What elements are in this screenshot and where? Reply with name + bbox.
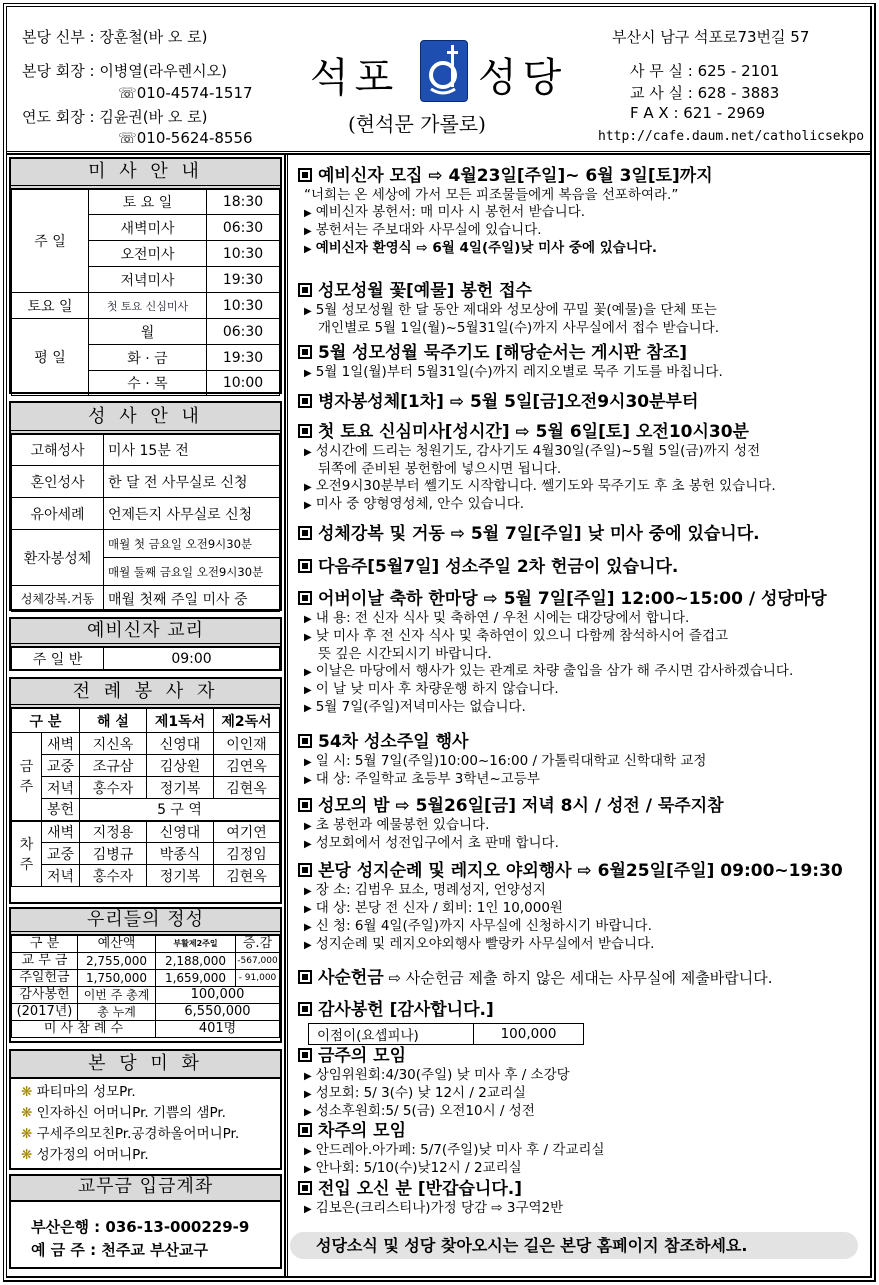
gift-table [308, 1023, 584, 1045]
reader1: 신영대 [147, 733, 214, 755]
notice-title-text: 본당 성지순례 및 레지오 야외행사 ⇨ 6월25일[주일] 09:00~19:30 [318, 861, 843, 881]
notice-text: 이날은 마당에서 행사가 있는 관계로 차량 출입을 삼가 해 주시면 감사하겠습니다. [315, 663, 794, 679]
square-bullet-icon [298, 1181, 312, 1195]
col-header: 해 설 [80, 709, 147, 733]
triangle-bullet-icon: ▶ [304, 904, 312, 915]
commentator: 지신옥 [80, 733, 147, 755]
mass-name: 수 · 목 [89, 371, 207, 396]
notice-line [298, 1085, 870, 1103]
notice-line [298, 936, 870, 954]
mass-name: 오전미사 [89, 241, 207, 267]
notice-section [298, 392, 870, 413]
square-bullet-icon [298, 798, 312, 812]
mass-name: 화 · 금 [89, 345, 207, 371]
notice-title-text: 전입 오신 분 [반갑습니다.] [318, 1179, 522, 1199]
reader2: 김정임 [214, 843, 280, 865]
notice-line [298, 1200, 870, 1218]
square-bullet-icon [298, 970, 312, 984]
col-header: 증.감 [236, 936, 280, 953]
commentator: 홍수자 [80, 865, 147, 887]
church-title-left: 석포 [310, 55, 400, 101]
actual: 1,659,000 [156, 970, 236, 987]
notice-text: 뜻 깊은 시간되시기 바랍니다. [318, 646, 492, 662]
notice-text: 장 소: 김범우 묘소, 명례성지, 언양성지 [315, 882, 546, 898]
finance-box [9, 907, 282, 1043]
notice-section [298, 589, 870, 717]
triangle-bullet-icon: ▶ [304, 500, 312, 511]
notice-title-suffix: ⇨ 사순헌금 제출 하지 않은 세대는 사무실에 제출바랍니다. [383, 969, 773, 987]
notice-line [298, 1160, 870, 1178]
notice-line [298, 1142, 870, 1160]
sacrament-info: 미사 15분 전 [104, 435, 280, 466]
notice-section [298, 524, 870, 545]
triangle-bullet-icon: ▶ [304, 614, 312, 625]
catechumen-table [11, 647, 280, 670]
homepage-link[interactable]: http://cafe.daum.net/catholicsekpo [598, 129, 865, 144]
flowers-list [11, 1079, 280, 1166]
liturgy-box [9, 677, 282, 904]
col-header: 예산액 [78, 936, 156, 953]
notice-title [298, 589, 870, 610]
actual: 2,188,000 [156, 953, 236, 970]
notice-text: 김보은(크리스티나)가정 당감 ⇨ 3구역2반 [315, 1200, 564, 1216]
mass-time: 18:30 [207, 190, 280, 215]
address: 부산시 남구 석포로73번길 57 [612, 28, 810, 46]
year-president: 연도 회장 : 김윤권(바 오 로) [22, 108, 208, 126]
notice-line [298, 204, 870, 222]
triangle-bullet-icon: ▶ [304, 821, 312, 832]
triangle-bullet-icon: ▶ [304, 1146, 312, 1157]
triangle-bullet-icon: ▶ [304, 632, 312, 643]
notice-title [298, 861, 870, 882]
notice-text: 일 시: 5월 7일(주일)10:00~16:00 / 가톨릭대학교 신학대학 교정 [315, 753, 707, 769]
notice-text: 내 용: 전 신자 식사 및 축하연 / 우천 시에는 대강당에서 합니다. [315, 610, 690, 626]
triangle-bullet-icon: ▶ [304, 1204, 312, 1215]
col-header: 제1독서 [147, 709, 214, 733]
pastor: 본당 신부 : 장훈철(바 오 로) [22, 28, 208, 46]
mass-time: 19:30 [207, 345, 280, 371]
liturgy-table [11, 708, 280, 887]
reader2: 김현옥 [214, 777, 280, 799]
reader1: 정기복 [147, 865, 214, 887]
president: 본당 회장 : 이병열(라우렌시오) [22, 62, 227, 80]
notice-text: 대 상: 본당 전 신자 / 회비: 1인 10,000원 [315, 900, 563, 916]
notice-line [298, 663, 870, 681]
mass-time: 10:30 [207, 241, 280, 267]
flowers-title: 본 당 미 화 [11, 1051, 280, 1079]
triangle-bullet-icon: ▶ [304, 940, 312, 951]
notice-section [298, 1046, 870, 1121]
notice-text: 성지순례 및 레지오야외행사 빨랑카 사무실에서 받습니다. [315, 936, 655, 952]
flower-item: ❋ 성가정의 어머니Pr. [21, 1147, 149, 1163]
mass-name: 저녁미사 [89, 267, 207, 293]
catechumen-box [9, 617, 282, 671]
triangle-bullet-icon: ▶ [304, 1071, 312, 1082]
col-header: 제2독서 [214, 709, 280, 733]
notice-text: 5월 성모성월 한 달 동안 제대와 성모상에 꾸밀 꽃(예물)을 단체 또는 [315, 302, 717, 318]
notice-text: 이 날 낮 미사 후 차량운행 하지 않습니다. [315, 681, 559, 697]
notice-section [298, 343, 870, 382]
notice-section [298, 1179, 870, 1218]
square-bullet-icon [298, 526, 312, 540]
mass-slot: 교중 [42, 755, 80, 777]
square-bullet-icon [298, 283, 312, 297]
notice-title-text: 5월 성모성월 묵주기도 [해당순서는 게시판 참조] [318, 343, 687, 363]
mass-name: 새벽미사 [89, 215, 207, 241]
notice-text: 성소후원회:5/ 5(금) 오전10시 / 성전 [315, 1103, 535, 1119]
notice-title [298, 968, 870, 989]
square-bullet-icon [298, 1048, 312, 1062]
col-header: 부활제2주일 [156, 936, 236, 953]
notice-text: 상임위원회:4/30(주일) 낮 미사 후 / 소강당 [315, 1067, 570, 1083]
header [8, 8, 870, 150]
sick-communion-1: 매월 첫 금요일 오전9시30분 [104, 530, 280, 558]
weekday-label: 평 일 [12, 319, 89, 396]
notice-line [298, 681, 870, 699]
notice-section [298, 968, 870, 989]
notice-section [298, 732, 870, 789]
notice-line [298, 1067, 870, 1085]
notice-line [298, 835, 870, 853]
notice-text: 신 청: 6월 4일(주일)까지 사무실에 신청하시기 바랍니다. [315, 918, 652, 934]
triangle-bullet-icon: ▶ [304, 226, 312, 237]
mass-name: 토 요 일 [89, 190, 207, 215]
week-total-label: 이번 주 총계 [78, 987, 156, 1004]
notice-title-text: 첫 토요 신심미사[성시간] ⇨ 5월 6일[토] 오전10시30분 [318, 422, 749, 442]
mass-time: 10:30 [207, 293, 280, 319]
notice-text: “너희는 온 세상에 가서 모든 피조물들에게 복음을 선포하여라.” [304, 187, 679, 203]
commentator: 홍수자 [80, 777, 147, 799]
notice-text: 안드레아.아가페: 5/7(주일)낮 미사 후 / 각교리실 [315, 1142, 605, 1158]
triangle-bullet-icon: ▶ [304, 208, 312, 219]
notice-title-text: 54차 성소주일 행사 [318, 732, 469, 752]
saturday-label: 토요 일 [12, 293, 89, 319]
mass-slot: 저녁 [42, 777, 80, 799]
mass-time: 06:30 [207, 215, 280, 241]
church-subtitle: (현석문 가롤로) [348, 112, 486, 136]
flower-item: ❋ 구세주의모친Pr.공경하올어머니Pr. [21, 1126, 240, 1142]
square-bullet-icon [298, 1123, 312, 1137]
year-president-phone: ☏010-5624-8556 [118, 129, 253, 147]
notice-title [298, 166, 870, 187]
account-box [9, 1174, 282, 1269]
flower-bullet-icon: ❋ [21, 1147, 37, 1163]
notice-title-text: 성모성월 꽃[예물] 봉헌 접수 [318, 281, 532, 301]
flower-bullet-icon: ❋ [21, 1084, 37, 1100]
mass-slot: 새벽 [42, 821, 80, 843]
mass-slot: 교중 [42, 843, 80, 865]
church-logo [420, 40, 468, 102]
sacrament-box [9, 401, 282, 611]
notice-title-text: 성모의 밤 ⇨ 5월26일[금] 저녁 8시 / 성전 / 묵주지참 [318, 796, 724, 816]
finance-label: 주일헌금 [12, 970, 78, 987]
notice-text: 성시간에 드리는 청원기도, 감사기도 4월30일(주일)~5월 5일(금)까지 성전 [315, 443, 761, 459]
triangle-bullet-icon: ▶ [304, 368, 312, 379]
notice-text: 봉헌서는 주보대와 사무실에 있습니다. [315, 222, 542, 238]
sick-communion-label: 환자봉성체 [12, 530, 104, 586]
notice-text: 5월 7일(주일)저녁미사는 없습니다. [315, 699, 526, 715]
notice-title [298, 1000, 870, 1021]
sacrament-info: 한 달 전 사무실로 신청 [104, 466, 280, 498]
notice-line [298, 478, 870, 496]
triangle-bullet-icon: ▶ [304, 685, 312, 696]
notice-title-text: 사순헌금 [318, 968, 384, 988]
notice-text: 안나회: 5/10(수)낮12시 / 2교리실 [315, 1160, 522, 1176]
sacrament-title: 성 사 안 내 [11, 403, 280, 434]
notice-text: 개인별로 5월 1일(월)~5월31일(수)까지 사무실에서 접수 받습니다. [318, 320, 720, 336]
notice-title-text: 예비신자 모집 ⇨ 4월23일[주일]~ 6월 3일[토]까지 [318, 166, 713, 186]
notice-section [298, 281, 870, 337]
liturgy-title: 전 례 봉 사 자 [11, 679, 280, 708]
catechumen-title: 예비신자 교리 [11, 619, 280, 647]
offering-district: 5 구 역 [80, 799, 280, 821]
cum-label: 총 누계 [78, 1004, 156, 1021]
mass-slot: 봉헌 [42, 799, 80, 821]
notice-title-text: 차주의 모임 [318, 1121, 407, 1141]
flower-bullet-icon: ❋ [21, 1126, 37, 1142]
finance-label: 교 무 금 [12, 953, 78, 970]
notice-title-text: 금주의 모임 [318, 1046, 407, 1066]
mass-time: 06:30 [207, 319, 280, 345]
account-title: 교무금 입금계좌 [11, 1176, 280, 1202]
notice-title [298, 1046, 870, 1067]
notice-line [298, 496, 870, 514]
sacrament-info: 언제든지 사무실로 신청 [104, 498, 280, 530]
reader1: 박종식 [147, 843, 214, 865]
this-week-label: 금 주 [12, 733, 42, 821]
col-header: 구 분 [12, 709, 80, 733]
notice-title [298, 422, 870, 443]
flower-item: ❋ 파티마의 성모Pr. [21, 1084, 136, 1100]
commentator: 지정용 [80, 821, 147, 843]
notice-line [298, 918, 870, 936]
notice-line [298, 187, 870, 204]
thanks-label: 감사봉헌 [12, 987, 78, 1004]
notice-text: 성모회: 5/ 3(수) 낮 12시 / 2교리실 [315, 1085, 526, 1101]
triangle-bullet-icon: ▶ [304, 667, 312, 678]
notice-line [298, 753, 870, 771]
notice-line [298, 320, 870, 337]
sacrament-table [11, 434, 280, 612]
mass-slot: 저녁 [42, 865, 80, 887]
notice-text: 5월 1일(월)부터 5월31일(수)까지 레지오별로 묵주 기도를 바칩니다. [315, 364, 723, 380]
notice-text: 예비신자 환영식 ⇨ 6월 4일(주일)낮 미사 중에 있습니다. [315, 240, 657, 256]
church-title-right: 성당 [478, 55, 568, 101]
mass-slot: 새벽 [42, 733, 80, 755]
reader2: 김연옥 [214, 755, 280, 777]
notice-title [298, 524, 870, 545]
square-bullet-icon [298, 559, 312, 573]
account-holder: 예 금 주 : 천주교 부산교구 [31, 1241, 209, 1259]
sacrament-name: 고해성사 [12, 435, 104, 466]
finance-table [11, 935, 280, 1038]
budget: 2,755,000 [78, 953, 156, 970]
notice-line [298, 222, 870, 240]
notice-line [298, 1103, 870, 1121]
mass-name: 월 [89, 319, 207, 345]
notice-line [298, 628, 870, 646]
notice-title [298, 1179, 870, 1200]
square-bullet-icon [298, 863, 312, 877]
notice-section [298, 861, 870, 954]
notice-title [298, 281, 870, 302]
notice-section [298, 796, 870, 853]
notice-text: 미사 중 양형영성체, 안수 있습니다. [315, 496, 525, 512]
flower-bullet-icon: ❋ [21, 1105, 37, 1121]
notice-text: 초 봉헌과 예물봉헌 있습니다. [315, 817, 490, 833]
office-phone: 사 무 실 : 625 - 2101 [630, 62, 780, 80]
notice-title-text: 감사봉헌 [감사합니다.] [318, 1000, 494, 1020]
notice-text: 성모회에서 성전입구에서 초 판매 합니다. [315, 835, 559, 851]
notice-line [298, 771, 870, 789]
notice-line [298, 443, 870, 461]
commentator: 김병규 [80, 843, 147, 865]
week-total: 100,000 [156, 987, 280, 1004]
catechumen-label: 주 일 반 [12, 648, 104, 670]
notice-text: 대 상: 주일학교 초등부 3학년~고등부 [315, 771, 540, 787]
triangle-bullet-icon: ▶ [304, 306, 312, 317]
reader2: 김현옥 [214, 865, 280, 887]
amount: 100,000 [474, 1024, 584, 1045]
square-bullet-icon [298, 345, 312, 359]
mass-name: 첫 토요 신심미사 [89, 293, 207, 319]
notice-title-text: 병자봉성체[1차] ⇨ 5월 5일[금]오전9시30분부터 [318, 392, 699, 412]
triangle-bullet-icon: ▶ [304, 703, 312, 714]
triangle-bullet-icon: ▶ [304, 244, 312, 255]
flower-item: ❋ 인자하신 어머니Pr. 기쁨의 샘Pr. [21, 1105, 226, 1121]
notice-line [298, 900, 870, 918]
notice-line [298, 610, 870, 628]
notice-line [298, 461, 870, 478]
difference: -567,000 [236, 953, 280, 970]
commentator: 조규삼 [80, 755, 147, 777]
notice-line [298, 240, 870, 258]
notice-title [298, 392, 870, 413]
square-bullet-icon [298, 734, 312, 748]
triangle-bullet-icon: ▶ [304, 922, 312, 933]
mass-time: 10:00 [207, 371, 280, 396]
square-bullet-icon [298, 424, 312, 438]
reader1: 정기복 [147, 777, 214, 799]
notice-text: 낮 미사 후 전 신자 식사 및 축하연이 있으니 다함께 참석하시어 즐겁고 [315, 628, 729, 644]
finance-title: 우리들의 정성 [11, 909, 280, 935]
next-week-label: 차 주 [12, 821, 42, 887]
sacrament-name: 혼인성사 [12, 466, 104, 498]
reader1: 신영대 [147, 821, 214, 843]
triangle-bullet-icon: ▶ [304, 1089, 312, 1100]
triangle-bullet-icon: ▶ [304, 482, 312, 493]
col-header: 구 분 [12, 936, 78, 953]
notice-section [298, 1121, 870, 1178]
notice-line [298, 699, 870, 717]
flowers-box [9, 1049, 282, 1170]
donor: 이점이(요셉피나) [309, 1024, 474, 1045]
square-bullet-icon [298, 394, 312, 408]
header-divider [6, 151, 872, 155]
adoration-info: 매월 첫째 주일 미사 중 [104, 586, 280, 612]
triangle-bullet-icon: ▶ [304, 839, 312, 850]
triangle-bullet-icon: ▶ [304, 886, 312, 897]
sunday-label: 주 일 [12, 190, 89, 293]
mass-time: 19:30 [207, 267, 280, 293]
budget: 1,750,000 [78, 970, 156, 987]
sick-communion-2: 매월 둘째 금요일 오전9시30분 [104, 558, 280, 586]
fax: F A X : 621 - 2969 [630, 104, 766, 122]
square-bullet-icon [298, 168, 312, 182]
reader2: 이인재 [214, 733, 280, 755]
notice-text: 예비신자 봉헌서: 매 미사 시 봉헌서 받습니다. [315, 204, 586, 220]
triangle-bullet-icon: ▶ [304, 1164, 312, 1175]
notice-title [298, 732, 870, 753]
square-bullet-icon [298, 1002, 312, 1016]
reader1: 김상원 [147, 755, 214, 777]
notice-title-text: 어버이날 축하 한마당 ⇨ 5월 7일[주일] 12:00~15:00 / 성당마당 [318, 589, 827, 609]
sacrament-name: 유아세례 [12, 498, 104, 530]
notice-section [298, 166, 870, 258]
triangle-bullet-icon: ▶ [304, 775, 312, 786]
notice-title-text: 다음주[5월7일] 성소주일 2차 헌금이 있습니다. [318, 557, 679, 577]
triangle-bullet-icon: ▶ [304, 1107, 312, 1118]
notice-section [298, 422, 870, 514]
notice-text: 오전9시30분부터 쎌기도 시작합니다. 쎌기도와 묵주기도 후 초 봉헌 있습니다. [315, 478, 776, 494]
mass-title: 미 사 안 내 [11, 159, 280, 189]
mass-table [11, 189, 280, 396]
notice-line [298, 364, 870, 382]
homepage-banner: 성당소식 및 성당 찾아오시는 길은 본당 홈페이지 참조하세요. [290, 1232, 858, 1259]
notice-title [298, 557, 870, 578]
attendance-label: 미 사 참 례 수 [12, 1021, 156, 1038]
notice-line [298, 646, 870, 663]
difference: - 91,000 [236, 970, 280, 987]
thanks-year: (2017년) [12, 1004, 78, 1021]
column-divider [284, 155, 288, 1278]
adoration-label: 성체강복.거동 [12, 586, 104, 612]
cum-total: 6,550,000 [156, 1004, 280, 1021]
square-bullet-icon [298, 591, 312, 605]
notice-line [298, 882, 870, 900]
attendance: 401명 [156, 1021, 280, 1038]
notice-text: 뒤쪽에 준비된 봉헌함에 넣으시면 됩니다. [318, 461, 562, 477]
bank-account: 부산은행 : 036-13-000229-9 [31, 1218, 250, 1236]
reader2: 여기연 [214, 821, 280, 843]
notice-title-text: 성체강복 및 거동 ⇨ 5월 7일[주일] 낮 미사 중에 있습니다. [318, 524, 760, 544]
catechumen-time: 09:00 [104, 648, 280, 670]
teacher-phone: 교 사 실 : 628 - 3883 [630, 84, 780, 102]
notice-line [298, 302, 870, 320]
notice-section [298, 1000, 870, 1047]
notice-title [298, 796, 870, 817]
mass-schedule-box [9, 157, 282, 394]
notice-line [298, 817, 870, 835]
triangle-bullet-icon: ▶ [304, 757, 312, 768]
notice-section [298, 557, 870, 578]
triangle-bullet-icon: ▶ [304, 447, 312, 458]
notice-title [298, 1121, 870, 1142]
president-phone: ☏010-4574-1517 [118, 84, 253, 102]
notice-title [298, 343, 870, 364]
